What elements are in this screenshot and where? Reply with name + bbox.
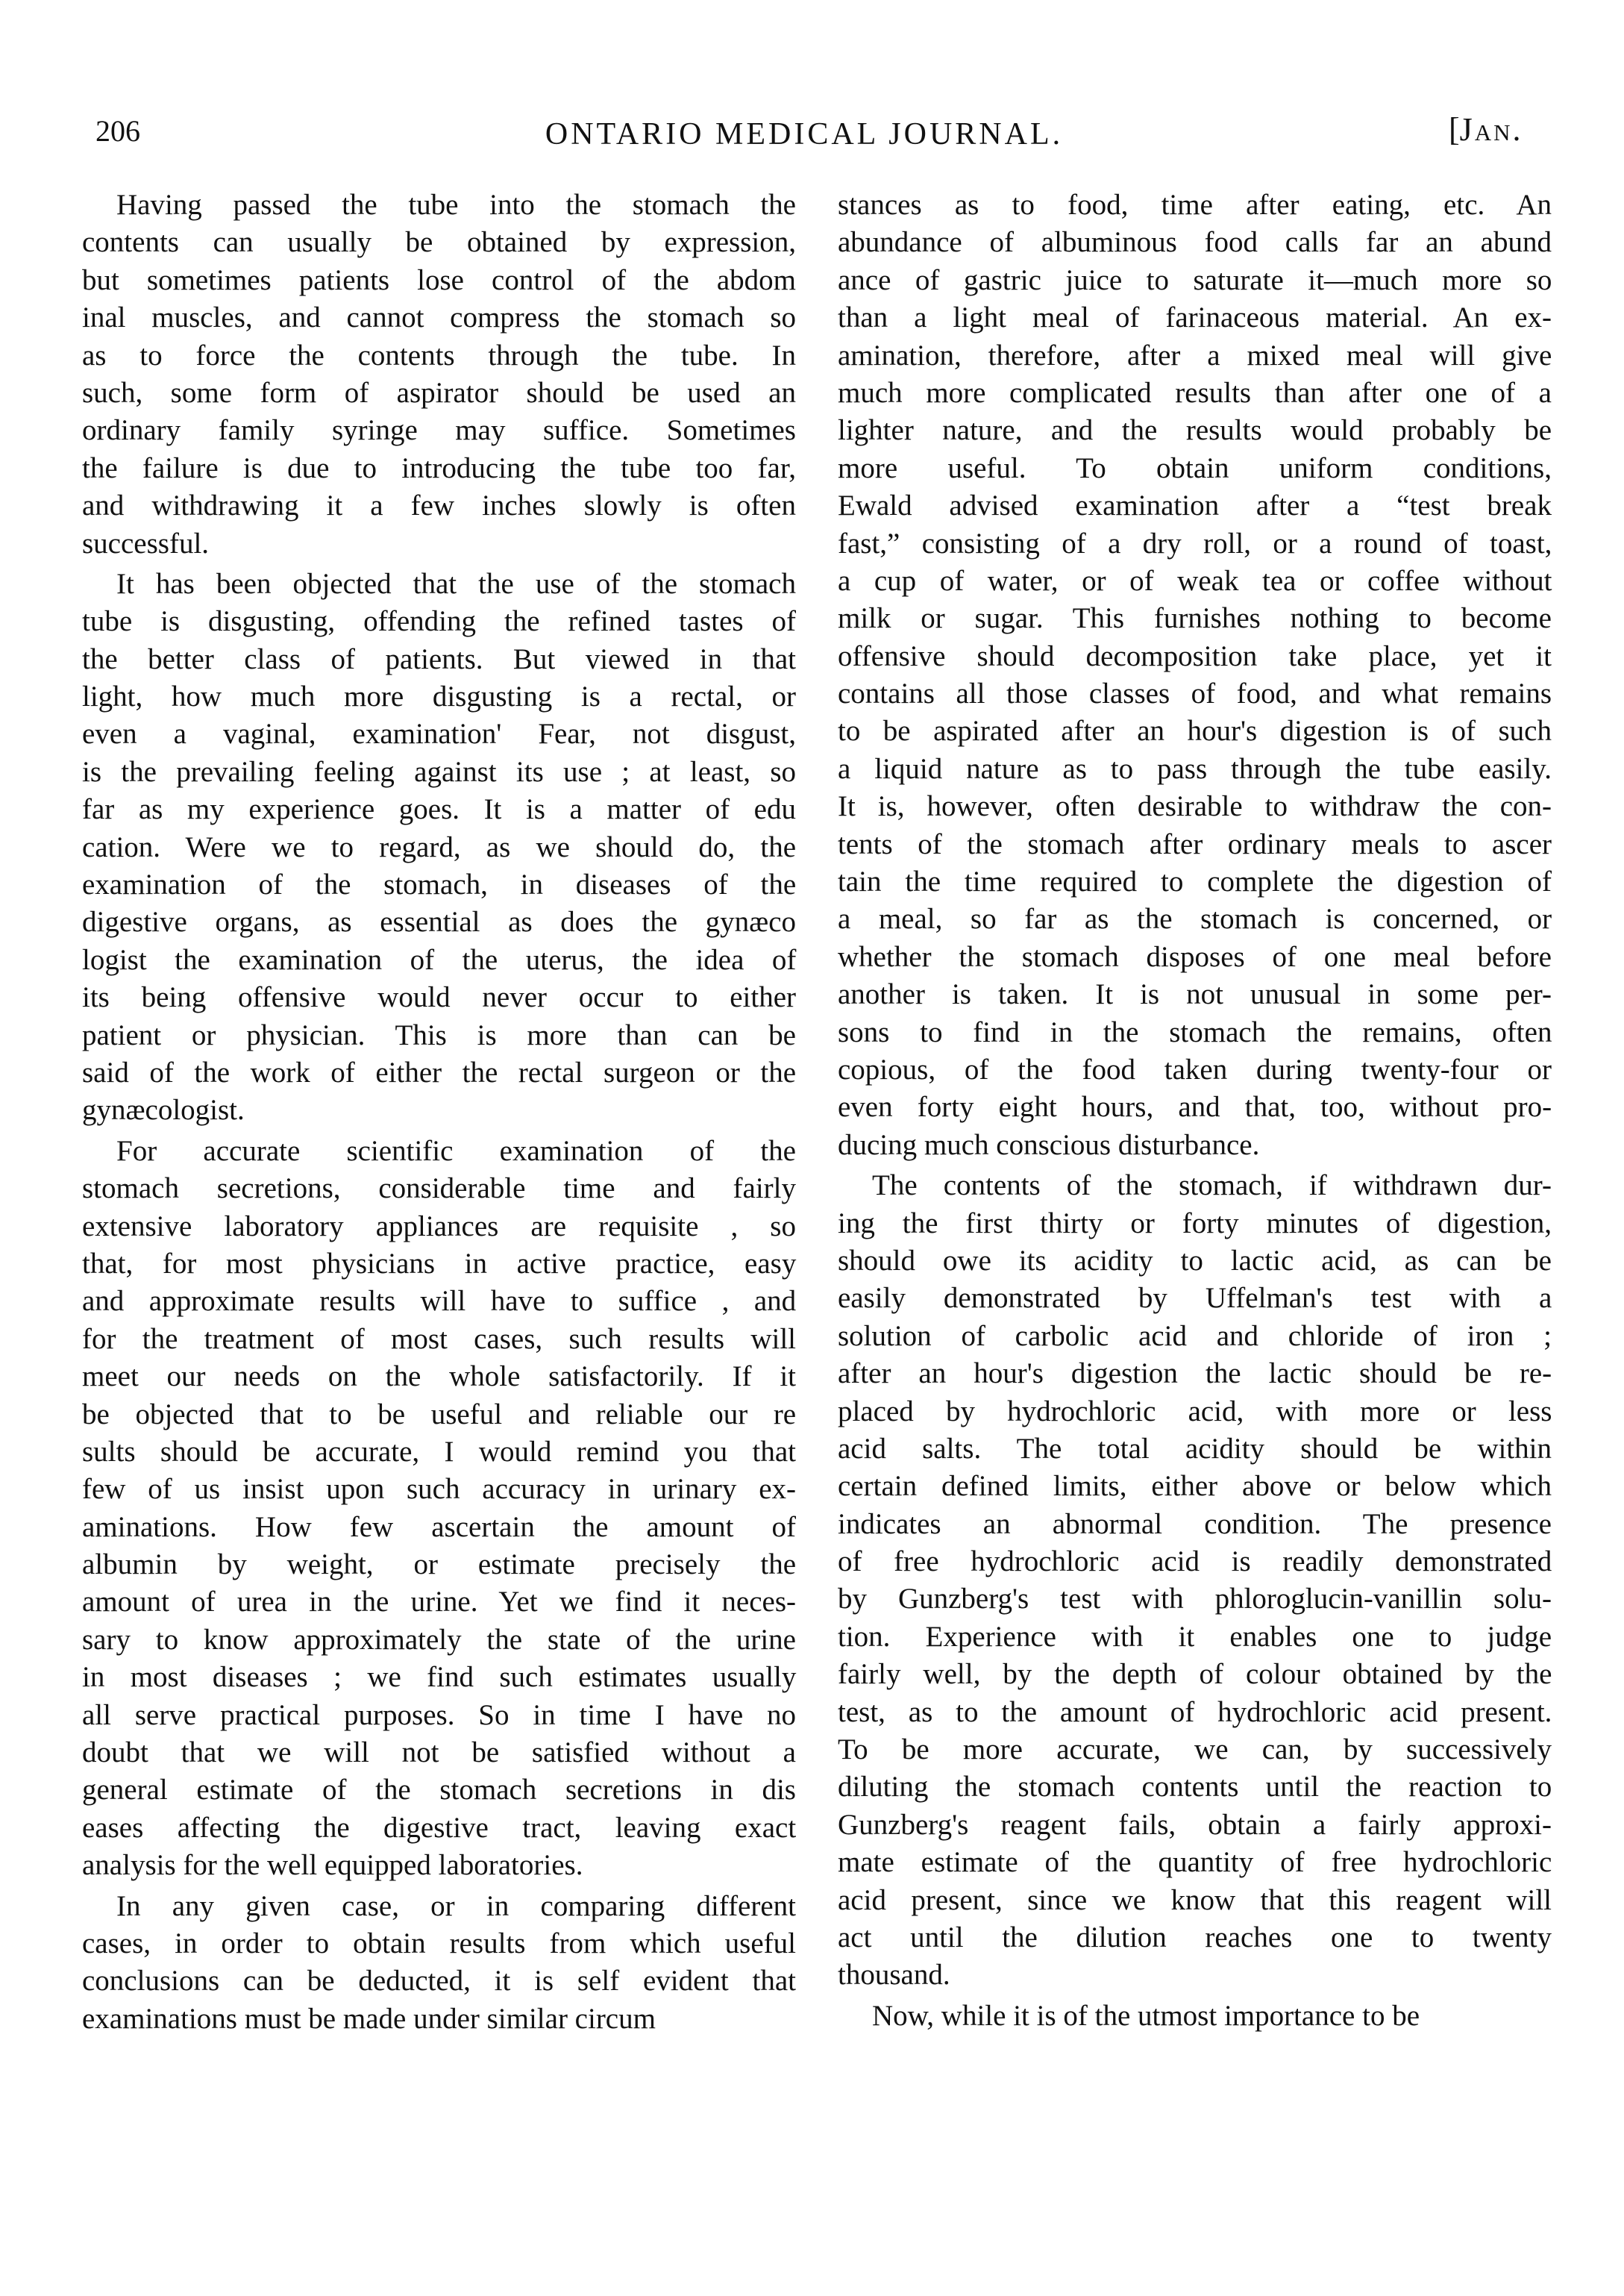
text-line: contents can usually be obtained by expression, [82,226,796,259]
right-column [838,187,1552,2038]
text-line: analysis for the well equipped laboratories. [82,1849,583,1882]
text-line: cases, in order to obtain results from which useful [82,1927,796,1959]
text-line: for the treatment of most cases, such results will [82,1322,796,1355]
text-line: all serve practical purposes. So in time I have no [82,1698,796,1731]
text-line: fast,” consisting of a dry roll, or a round of toast, [838,527,1552,560]
text-line: conclusions can be deducted, it is self evident that [82,1965,796,1998]
text-line: to be aspirated after an hour's digestion is of such [838,715,1552,748]
text-line: but sometimes patients lose control of the abdom [82,263,796,296]
text-line: inal muscles, and cannot compress the stomach so [82,301,796,334]
text-line: Having passed the tube into the stomach the [116,189,796,221]
bracket: [ [1449,111,1460,148]
text-line: thousand. [838,1959,950,1992]
text-line: another is taken. It is not unusual in some per- [838,978,1552,1011]
text-line: fairly well, by the depth of colour obtained by the [838,1658,1552,1691]
text-line: extensive laboratory appliances are requisite , so [82,1210,796,1242]
text-line: far as my experience goes. It is a matter of edu [82,793,796,826]
text-line: stomach secretions, considerable time and fairly [82,1172,796,1205]
text-line: For accurate scientific examination of the [116,1134,796,1167]
text-line: as to force the contents through the tube. In [82,339,796,372]
text-line: should owe its acidity to lactic acid, as can be [838,1244,1552,1277]
text-line: certain defined limits, either above or below which [838,1470,1552,1503]
paragraph [82,1888,796,2039]
text-line: abundance of albuminous food calls far an abund [838,226,1552,259]
text-line: even a vaginal, examination' Fear, not disgust, [82,718,796,751]
text-line: even forty eight hours, and that, too, without pro- [838,1091,1552,1124]
text-line: It is, however, often desirable to withdraw the con- [838,790,1552,823]
text-line: patient or physician. This is more than can be [82,1019,796,1051]
text-line: the better class of patients. But viewed in that [82,642,796,675]
text-line: copious, of the food taken during twenty-four or [838,1053,1552,1086]
text-line: aminations. How few ascertain the amount of [82,1510,796,1543]
month-label: Jan. [1459,111,1523,148]
text-line: than a light meal of farinaceous material. An ex- [838,301,1552,334]
text-line: doubt that we will not be satisfied without a [82,1736,796,1769]
paragraph [82,1133,796,1885]
paragraph [82,566,796,1130]
text-line: acid salts. The total acidity should be within [838,1432,1552,1465]
text-line: few of us insist upon such accuracy in urinary ex- [82,1473,796,1506]
text-line: gynæcologist. [82,1094,245,1127]
text-line: contains all those classes of food, and what remains [838,678,1552,710]
text-line: amination, therefore, after a mixed meal will give [838,339,1552,372]
text-line: easily demonstrated by Uffelman's test with a [838,1282,1552,1315]
text-line: sults should be accurate, I would remind you that [82,1435,796,1468]
text-line: meet our needs on the whole satisfactorily. If it [82,1360,796,1393]
text-line: In any given case, or in comparing different [116,1889,796,1922]
text-line: Now, while it is of the utmost importance to be [872,1999,1420,2032]
text-line: logist the examination of the uterus, the idea of [82,943,797,976]
text-line: ance of gastric juice to saturate it—much more so [838,263,1552,296]
text-line: examinations must be made under similar circum [82,2002,656,2035]
text-line: ing the first thirty or forty minutes of digestion, [838,1207,1552,1239]
text-line: digestive organs, as essential as does the gynæco [82,906,796,939]
running-header [0,112,1624,157]
text-line: a cup of water, or of weak tea or coffee without [838,564,1552,597]
text-line: act until the dilution reaches one to twenty [838,1921,1552,1954]
text-line: It has been objected that the use of the stomach [116,567,796,600]
text-line: be objected that to be useful and reliable our re [82,1398,797,1430]
journal-title: ONTARIO MEDICAL JOURNAL. [545,117,1064,151]
text-line: mate estimate of the quantity of free hydrochloric [838,1846,1552,1879]
paragraph [838,1167,1552,1995]
text-line: tain the time required to complete the digestion of [838,866,1552,898]
text-line: albumin by weight, or estimate precisely the [82,1548,797,1581]
text-line: test, as to the amount of hydrochloric acid present. [838,1695,1552,1728]
issue-month [1449,113,1523,146]
text-line: in most diseases ; we find such estimates usually [82,1661,797,1694]
text-line: To be more accurate, we can, by successively [838,1733,1552,1766]
text-line: sary to know approximately the state of the urine [82,1623,796,1656]
text-line: is the prevailing feeling against its use ; at least, so [82,755,796,788]
text-line: examination of the stomach, in diseases of the [82,869,797,901]
text-line: said of the work of either the rectal surgeon or the [82,1056,797,1089]
text-line: after an hour's digestion the lactic should be re- [838,1357,1552,1390]
text-line: successful. [82,527,210,560]
text-line: a liquid nature as to pass through the tube easily. [838,752,1552,785]
text-line: the failure is due to introducing the tube too far, [82,451,796,484]
text-line: diluting the stomach contents until the reaction to [838,1771,1552,1804]
text-line: milk or sugar. This furnishes nothing to become [838,602,1552,635]
text-line: cation. Were we to regard, as we should do, the [82,830,796,863]
text-line: Ewald advised examination after a “test break [838,489,1552,522]
text-line: of free hydrochloric acid is readily demonstrated [838,1545,1552,1578]
text-line: that, for most physicians in active practice, easy [82,1247,797,1280]
text-line: placed by hydrochloric acid, with more or less [838,1395,1552,1427]
text-line: stances as to food, time after eating, etc. An [838,189,1552,221]
paragraph [838,187,1552,1164]
paragraph [82,187,796,563]
text-line: indicates an abnormal condition. The presence [838,1507,1552,1540]
text-line: and approximate results will have to suffice , and [82,1285,797,1318]
text-line: lighter nature, and the results would probably be [838,414,1552,447]
text-line: tion. Experience with it enables one to judge [838,1620,1552,1653]
text-line: The contents of the stomach, if withdrawn dur- [872,1169,1552,1202]
text-line: ducing much conscious disturbance. [838,1128,1260,1161]
text-line: much more complicated results than after one of a [838,376,1552,409]
text-line: general estimate of the stomach secretions in dis [82,1774,796,1807]
text-line: ordinary family syringe may suffice. Sometimes [82,414,796,447]
page-number: 206 [95,114,140,148]
text-line: more useful. To obtain uniform conditions, [838,451,1552,484]
text-line: amount of urea in the urine. Yet we find it neces- [82,1586,796,1618]
text-line: whether the stomach disposes of one meal before [838,940,1552,973]
text-line: and withdrawing it a few inches slowly is often [82,489,796,522]
text-line: acid present, since we know that this reagent will [838,1883,1552,1916]
left-column [82,187,796,2041]
text-line: its being offensive would never occur to either [82,981,796,1014]
text-line: a meal, so far as the stomach is concerned, or [838,903,1552,936]
text-line: tube is disgusting, offending the refined tastes of [82,605,796,638]
text-line: eases affecting the digestive tract, leaving exact [82,1811,797,1844]
text-line: such, some form of aspirator should be used an [82,376,796,409]
text-line: Gunzberg's reagent fails, obtain a fairly approxi- [838,1808,1552,1841]
text-line: tents of the stomach after ordinary meals to ascer [838,828,1552,860]
text-line: solution of carbolic acid and chloride of iron ; [838,1319,1552,1352]
text-line: offensive should decomposition take place, yet it [838,639,1552,672]
text-line: sons to find in the stomach the remains, often [838,1016,1552,1048]
text-line: by Gunzberg's test with phloroglucin-vanillin solu- [838,1583,1552,1615]
paragraph [838,1998,1552,2035]
text-line: light, how much more disgusting is a rectal, or [82,681,796,713]
